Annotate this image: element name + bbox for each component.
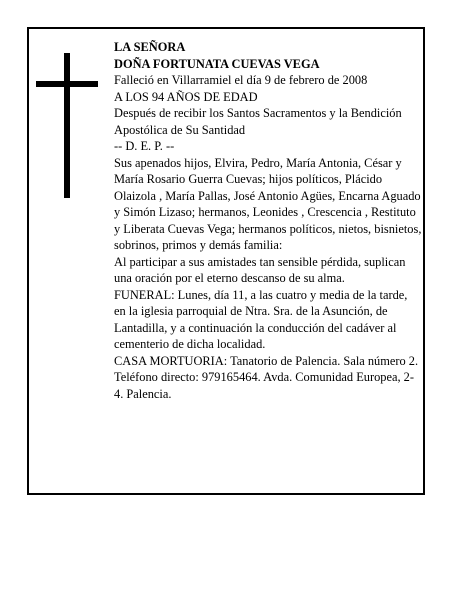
title-line: LA SEÑORA (114, 40, 186, 54)
death-details: Falleció en Villarramiel el día 9 de febrero de 2008 (114, 73, 368, 87)
cross-horizontal-bar (36, 81, 98, 87)
funeral-paragraph: FUNERAL: Lunes, día 11, a las cuatro y media de la tarde, en la iglesia parroquial de Ntra. Sra. de la Asunción, de Lantadilla, y a continuación la conducción del cadáver al cementerio de dicha localidad. (114, 287, 408, 351)
sacraments-paragraph: Después de recibir los Santos Sacramentos y la Bendición Apostólica de Su Santidad (114, 106, 402, 137)
mortuary-paragraph: CASA MORTUORIA: Tanatorio de Palencia. Sala número 2. Teléfono directo: 979165464. Avda. Comunidad Europea, 2-4. Palencia. (114, 353, 419, 401)
cross-icon (36, 53, 98, 198)
dep-line: -- D. E. P. -- (114, 139, 175, 153)
cross-vertical-bar (64, 53, 70, 198)
request-paragraph: Al participar a sus amistades tan sensible pérdida, suplican una oración por el eterno descanso de su alma. (114, 254, 406, 285)
obituary-text (114, 39, 422, 402)
deceased-name: DOÑA FORTUNATA CUEVAS VEGA (114, 56, 320, 71)
age-line: A LOS 94 AÑOS DE EDAD (114, 89, 258, 104)
family-paragraph: Sus apenados hijos, Elvira, Pedro, María Antonia, César y María Rosario Guerra Cuevas; hijos políticos, Plácido Olaizola , María Pallas, José Antonio Agües, Encarna Aguado y Simón Lizaso; hermanos, Leonides , Crescencia , Restituto y Liberata Cuevas Vega; hermanos políticos, nietos, bisnietos, sobrinos, primos y demás familia: (114, 155, 422, 252)
